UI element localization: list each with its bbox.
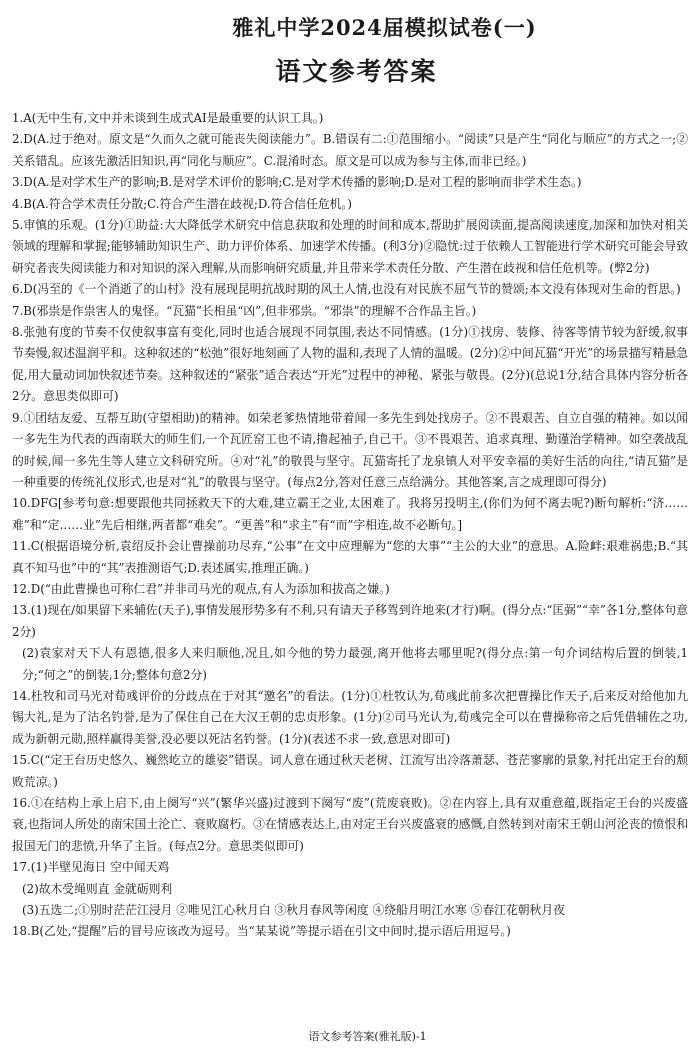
answer-7: 7.B(邪祟是作祟害人的鬼怪。“瓦猫”长相虽“凶”,但非邪祟。“邪祟”的理解不合作品主旨。): [12, 303, 477, 318]
exam-title: 雅礼中学2024届模拟试卷(一): [232, 15, 537, 40]
answer-8: 8.张弛有度的节奏不仅使叙事富有变化,同时也适合展现不同氛围,表达不同情感。(1分)①找房、装修、待客等情节较为舒缓,叙事节奏慢,叙述温润平和。这种叙述的“松弛”很好地刻画了人物的温和,表现了人情的温暖。(2分)②中间瓦猫“开光”的场景描写精悬急促,用大量动词加快叙述节奏。这种叙述的“紧张”适合表达“开光”过程中的神秘、紧张与敬畏。(2分)(总说1分,结合具体内容分析各2分。意思类似即可): [12, 325, 688, 404]
answer-17-part-3: (3)五选二;①别时茫茫江浸月 ②唯见江心秋月白 ③秋月春风等闲度 ④绕船月明江水寒 ⑤春江花朝秋月夜: [22, 903, 565, 918]
answer-6: 6.D(冯至的《一个消逝了的山村》没有展现昆明抗战时期的风土人情,也没有对民族不屈气节的赞颂;本文没有体现对生命的哲思。): [12, 282, 681, 297]
answer-3: 3.D(A.是对学术生产的影响;B.是对学术评价的影响;C.是对学术传播的影响;D.是对工程的影响而非学术生态。): [12, 175, 582, 190]
answer-2: 2.D(A.过于绝对。原文是“久而久之就可能丧失阅读能力”。B.错误有二:①范围缩小。“阅读”只是产生“同化与顺应”的方式之一;②关系错乱。应该先激活旧知识,再“同化与顺应”。C.混淆时态。原文是可以成为参与主体,而非已经。): [12, 132, 688, 168]
answer-list: [12, 108, 688, 943]
answer-18: 18.B(乙处,“提醒”后的冒号应该改为逗号。当“某某说”等提示语在引文中间时,提示语后用逗号。): [12, 924, 511, 939]
answer-16: 16.①在结构上承上启下,由上阕写“兴”(繁华兴盛)过渡到下阕写“废”(荒废衰败)。②在内容上,具有双重意蕴,既指定王台的兴废盛衰,也指词人所处的南宋国土沦亡、衰败腐朽。③在情感表达上,由对定王台兴废盛衰的感慨,自然转到对南宋王朝山河沦丧的愤恨和报国无门的悲愤,升华了主旨。(每点2分。意思类似即可): [12, 796, 688, 853]
answer-17-part-1: 17.(1)半壁见海日 空中闻天鸡: [12, 860, 170, 875]
answer-13-part-2: (2)袁家对天下人有恩德,很多人来归顺他,况且,如今他的势力最强,离开他将去哪里呢?(得分点:第一句介词结构后置的倒装,1分;“何之”的倒装,1分;整体句意2分): [22, 646, 688, 682]
answer-14: 14.杜牧和司马光对荀彧评价的分歧点在于对其“邀名”的看法。(1分)①杜牧认为,荀彧此前多次把曹操比作天子,后来反对给他加九锡大礼,是为了沽名钓誉,是为了保住自己在大汉王朝的忠贞形象。(1分)②司马光认为,荀彧完全可以在曹操称帝之后凭借辅佐之功,成为新朝元勋,照样赢得美誉,没必要以死沽名钓誉。(1分)(表述不求一致,意思对即可): [12, 688, 688, 746]
answer-9: 9.①团结友爱、互帮互助(守望相助)的精神。如荣老爹热情地带着闻一多先生到处找房子。②不畏艰苦、自立自强的精神。如以闻一多先生为代表的西南联大的师生们,一个瓦匠窑工也不请,撸起袖子,自己干。③不畏艰苦、追求真理、勤谨治学精神。如空袭战乱的时候,闻一多先生等人建立文科研究所。④对“礼”的敬畏与坚守。瓦猫寄托了龙泉镇人对平安幸福的美好生活的向往,“请瓦猫”是一种重要的传统礼仪形式,也是对“礼”的敬畏与坚守。(每点2分,答对任意三点给满分。其他答案,言之成理即可得分): [12, 410, 688, 489]
answer-11: 11.C(根据语境分析,袁绍反扑会让曹操前功尽弃,“公事”在文中应理解为“您的大事”“主公的大业”的意思。A.险衅:艰难祸患;B.“其真不知马也”中的“其”表推测语气;D.表述属实,推理正确。): [12, 539, 688, 575]
answer-key-heading: 语文参考答案: [275, 57, 438, 86]
answer-17-part-2: (2)故木受绳则直 金就砺则利: [22, 881, 173, 896]
answer-13-part-1: 13.(1)现在/如果留下来辅佐(天子),事情发展形势多有不利,只有请天子移驾到许地来(才行)啊。(得分点:“匡弼”“幸”各1分,整体句意2分): [12, 603, 688, 639]
answer-1: 1.A(无中生有,文中并未谈到生成式AI是最重要的认识工具。): [12, 111, 324, 125]
answer-10: 10.DFG[参考句意:想要跟他共同拯救天下的大难,建立霸王之业,太困难了。我将另投明主,(你们为何不离去呢?)断句解析:“济……难”和“定……业”先后相继,两者都“难矣”。“更善”和“求主”有“而”字相连,故不必断句。]: [12, 496, 688, 532]
answer-5: 5.审慎的乐观。(1分)①助益:大大降低学术研究中信息获取和处理的时间和成本,帮助扩展阅读面,提高阅读速度,加深和加快对相关领域的理解和掌握;能够辅助知识生产、助力评价体系、加速学术传播。(利3分)②隐忧:过于依赖人工智能进行学术研究可能会导致研究者丧失阅读能力和对知识的深入理解,从而影响研究质量,并且带来学术责任分散、产生潜在歧视和信任危机等。(弊2分): [12, 218, 688, 275]
answer-4: 4.B(A.符合学术责任分散;C.符合产生潜在歧视;D.符合信任危机。): [12, 196, 352, 211]
answer-15: 15.C(“定王台历史悠久、巍然屹立的雄姿”错误。词人意在通过秋天老树、江流写出冷落萧瑟、苍茫寥廓的景象,衬托出定王台的颓败荒凉。): [12, 753, 688, 789]
page-footer: 语文参考答案(雅礼版)-1: [308, 1030, 427, 1043]
answer-12: 12.D(“由此曹操也可称仁君”并非司马光的观点,有人为添加和拔高之嫌。): [12, 581, 390, 596]
